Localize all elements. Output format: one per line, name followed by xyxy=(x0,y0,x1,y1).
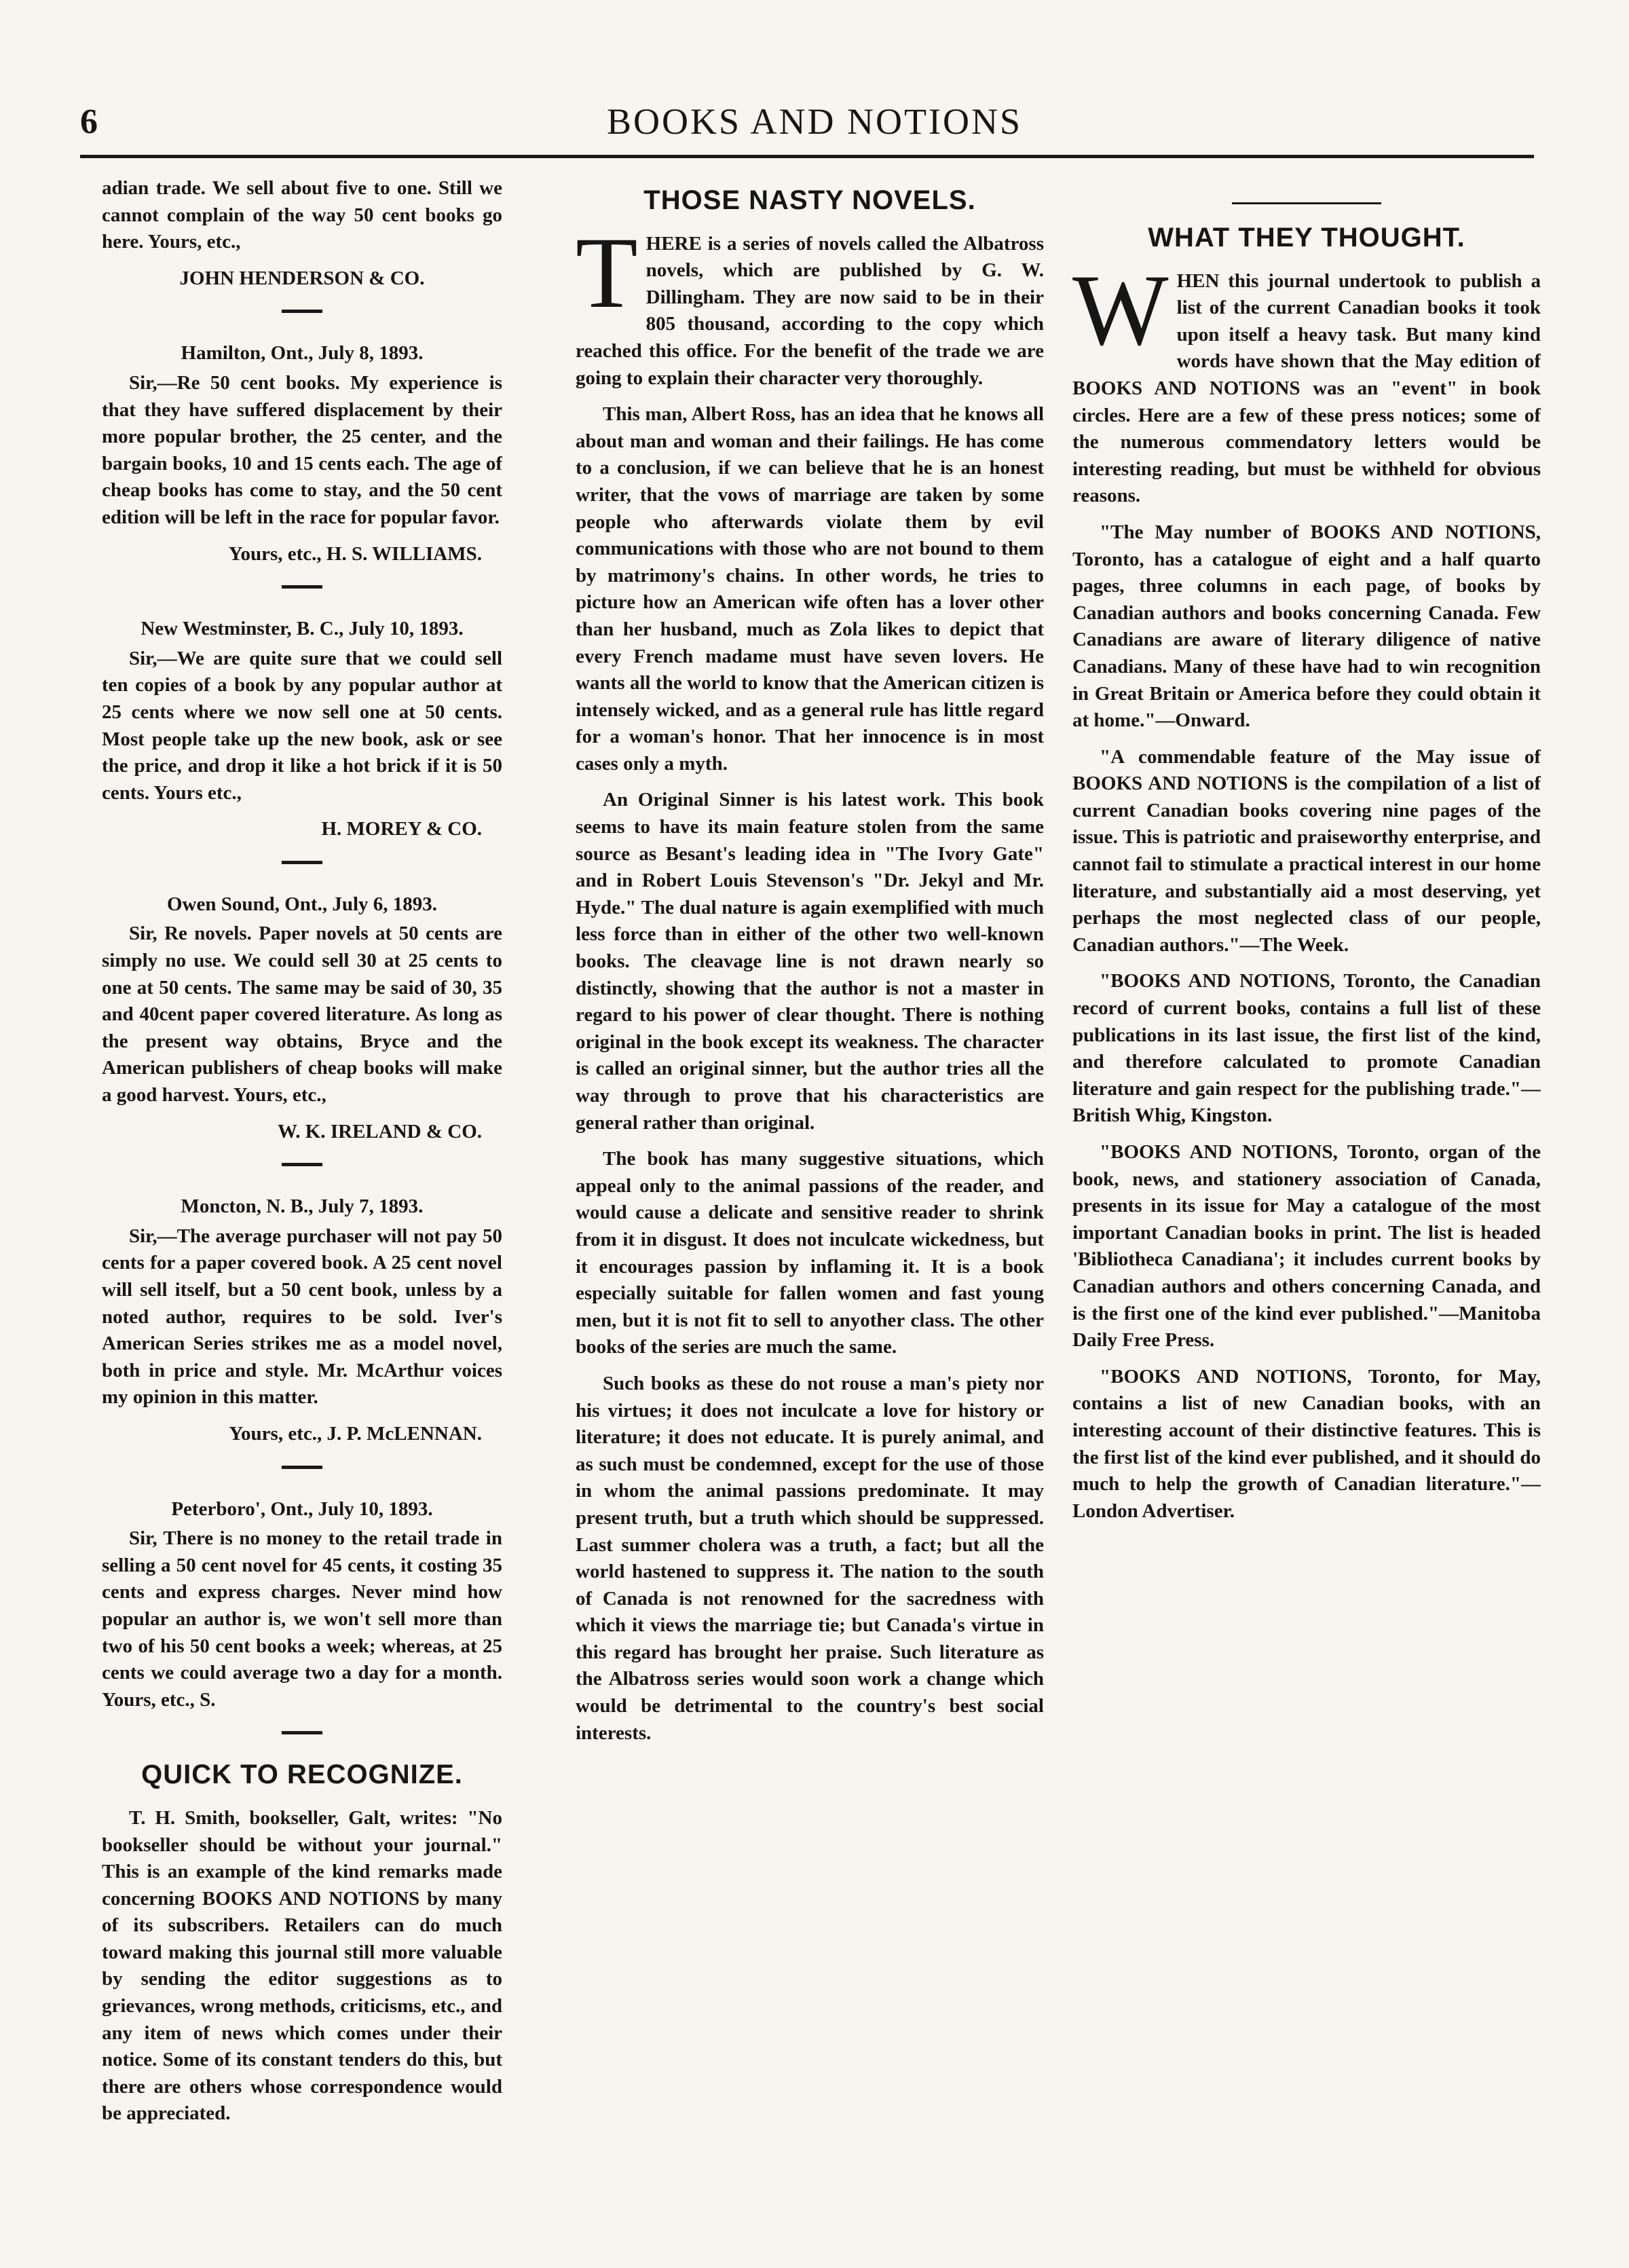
thought-paragraph-1 xyxy=(1072,253,1541,510)
thought-heading: WHAT THEY THOUGHT. xyxy=(1148,223,1465,253)
column-1 xyxy=(102,175,502,2137)
thought-quote-onward: "The May number of BOOKS AND NOTIONS, Toronto, has a catalogue of eight and a half quarto pages, three columns in each page, of books by Canadian authors and books concerning Canada. Few Canadians are aware of literary diligence of native Canadians. Many of these have had to win recognition in Great Britain or America before they could obtain it at home."—Onward. xyxy=(1072,521,1541,732)
page-number: 6 xyxy=(80,103,98,141)
nasty-paragraph-1 xyxy=(576,216,1044,392)
divider-dash xyxy=(282,585,322,589)
quick-heading: QUICK TO RECOGNIZE. xyxy=(141,1760,463,1790)
divider-dash xyxy=(282,1163,322,1166)
letter-ireland-dateline: Owen Sound, Ont., July 6, 1893. xyxy=(166,893,438,915)
divider-dash xyxy=(282,310,322,313)
letter-ireland-text: Sir, Re novels. Paper novels at 50 cents are simply no use. We could sell 30 at 25 cents to one at 50 cents. The same may be said of 30, 35 and 40cent paper covered literature. As long as the present way obtains, Bryce and the American publishers of cheap books will make a good harvest. Yours, etc., xyxy=(102,923,502,1107)
thought-paragraph-1-text: HEN this journal undertook to publish a list of the current Canadian books it took upon itself a heavy task. But many kind words have shown that the May edition of BOOKS AND NOTIONS was an "event" in book circles. Here are a few of these press notices; some of the numerous commendatory letters would be interesting reading, but must be withheld for obvious reasons. xyxy=(1072,269,1541,507)
letter-mclennan-text: Sir,—The average purchaser will not pay 50 cents for a paper covered book. A 25 cent novel will sell itself, but a 50 cent book, unless by a noted author, requires to be sold. Iver's American Series strikes me as a model novel, both in price and style. Mr. McArthur voices my opinion in this matter. xyxy=(102,1225,502,1409)
quick-text: T. H. Smith, bookseller, Galt, writes: "No bookseller should be without your journal." This is an example of the kind remarks made concerning BOOKS AND NOTIONS by many of its subscribers. Retailers can do much toward making this journal still more valuable by sending the editor suggestions as to grievances, wrong methods, criticisms, etc., and any item of news which comes under their notice. Some of its constant tenders do this, but there are others whose correspondence would be appreciated. xyxy=(102,1806,502,2125)
letter-mclennan-signature: Yours, etc., J. P. McLENNAN. xyxy=(229,1422,482,1445)
letter-morey-dateline: New Westminster, B. C., July 10, 1893. xyxy=(141,618,464,640)
letter-henderson-text: adian trade. We sell about five to one. Still we cannot complain of the way 50 cent books go here. Yours, etc., xyxy=(102,177,502,253)
divider-dash xyxy=(282,1466,322,1469)
nasty-dropcap: T xyxy=(576,216,638,329)
thought-quote-week: "A commendable feature of the May issue of BOOKS AND NOTIONS is the compilation of a list of current Canadian books covering nine pages of the issue. This is patriotic and praiseworthy enterprise, and cannot fail to stimulate a practical interest in our home literature, and substantially aid a most deserving, yet perhaps the most neglected class of our people, Canadian authors."—The Week. xyxy=(1072,745,1541,956)
nasty-heading: THOSE NASTY NOVELS. xyxy=(643,185,976,215)
letter-williams-dateline: Hamilton, Ont., July 8, 1893. xyxy=(181,342,424,365)
nasty-paragraph-5: Such books as these do not rouse a man's piety nor his virtues; it does not inculcate a love for history or literature; it does not educate. It is purely animal, and as such must be condemned, except for the use of those in whom the animal passions predominate. It may present truth, but a truth which should be suppressed. Last summer cholera was a truth, a fact; but all the world hastened to suppress it. The nation to the south of Canada is not renowned for the sacredness with which it views the marriage tie; but Canada's virtue in this regard has brought her praise. Such literature as the Albatross series would soon work a change which would be detrimental to the country's best social interests. xyxy=(576,1372,1044,1744)
divider-dash xyxy=(282,1731,322,1734)
running-head: BOOKS AND NOTIONS xyxy=(606,101,1023,142)
column-3 xyxy=(1072,175,1541,1534)
divider-dash xyxy=(282,861,322,864)
nasty-paragraph-1-text: HERE is a series of novels called the Albatross novels, which are published by G. W. Dillingham. They are now said to be in their 805 thousand, according to the copy which reached this office. For the benefit of the trade we are going to explain their character very thoroughly. xyxy=(576,232,1044,389)
column-2 xyxy=(576,175,1044,1756)
letter-mclennan-dateline: Moncton, N. B., July 7, 1893. xyxy=(181,1195,424,1218)
thought-quote-whig: "BOOKS AND NOTIONS, Toronto, the Canadian record of current books, contains a full list of these publications in its last issue, the first list of the kind, and therefore calculated to promote Canadian literature and gain respect for the publishing trade."—British Whig, Kingston. xyxy=(1072,970,1541,1127)
letter-ireland-signature: W. K. IRELAND & CO. xyxy=(277,1120,482,1142)
section-rule xyxy=(1232,202,1381,204)
nasty-paragraph-3: An Original Sinner is his latest work. This book seems to have its main feature stolen from the same source as Besant's leading idea in "The Ivory Gate" and in Robert Louis Stevenson's "Dr. Jekyl and Mr. Hyde." The dual nature is again exemplified with much less force than in either of the other two well-known books. The cleavage line is not drawn nearly so distinctly, showing that the author is not a master in regard to his power of clear thought. There is nothing original in the book except its weakness. The character is called an original sinner, but the author tries all the way through to prove that his characteristics are general rather than original. xyxy=(576,789,1044,1134)
letter-morey-signature: H. MOREY & CO. xyxy=(321,818,482,840)
nasty-paragraph-4: The book has many suggestive situations, which appeal only to the animal passions of the reader, and would cause a delicate and sensitive reader to shrink from it in disgust. It does not inculcate wickedness, but it encourages passion by inflaming it. It is a book especially suitable for fallen women and fast young men, but it is not fit to sell to anyother class. The other books of the series are much the same. xyxy=(576,1148,1044,1358)
letter-williams-text: Sir,—Re 50 cent books. My experience is that they have suffered displacement by their more popular brother, the 25 center, and the bargain books, 10 and 15 cents each. The age of cheap books has come to stay, and the 50 cent edition will be left in the race for popular favor. xyxy=(102,371,502,528)
thought-dropcap: W xyxy=(1072,253,1169,367)
thought-quote-free-press: "BOOKS AND NOTIONS, Toronto, organ of the book, news, and stationery association of Canada, presents in its issue for May a catalogue of the most important Canadian books in print. The list is headed 'Bibliotheca Canadiana'; it includes current books by Canadian authors and others concerning Canada, and is the first one of the kind ever published."—Manitoba Daily Free Press. xyxy=(1072,1141,1541,1352)
thought-quote-advertiser: "BOOKS AND NOTIONS, Toronto, for May, contains a list of new Canadian books, with an interesting account of their distinctive features. This is the first list of the kind ever published, and it should do much to help the growth of Canadian literature."—London Advertiser. xyxy=(1072,1365,1541,1522)
letter-s-text: Sir, There is no money to the retail trade in selling a 50 cent novel for 45 cents, it costing 35 cents and express charges. Never mind how popular an author is, we won't sell more than two of his 50 cent books a week; whereas, at 25 cents we could average two a day for a month. Yours, etc., S. xyxy=(102,1527,502,1711)
letter-henderson-signature: JOHN HENDERSON & CO. xyxy=(179,267,425,289)
nasty-paragraph-2: This man, Albert Ross, has an idea that he knows all about man and woman and their failings. He has come to a conclusion, if we can believe that he is an honest writer, that the vows of marriage are taken by some people who afterwards violate them by evil communications with those who are not bound to them by matrimony's chains. In other words, he tries to picture how an American wife often has a lover other than her husband, much as Zola likes to depict that every French madame must have seven lovers. He wants all the world to know that the American citizen is intensely wicked, and as a general rule has little regard for a woman's honor. That her innocence is in most cases only a myth. xyxy=(576,403,1044,775)
letter-morey-text: Sir,—We are quite sure that we could sell ten copies of a book by any popular author at 25 cents where we now sell one at 50 cents. Most people take up the new book, ask or see the price, and drop it like a hot brick if it is 50 cents. Yours etc., xyxy=(102,647,502,804)
letter-williams-signature: Yours, etc., H. S. WILLIAMS. xyxy=(228,542,482,565)
letter-s-dateline: Peterboro', Ont., July 10, 1893. xyxy=(171,1498,433,1520)
header-rule xyxy=(80,155,1534,158)
